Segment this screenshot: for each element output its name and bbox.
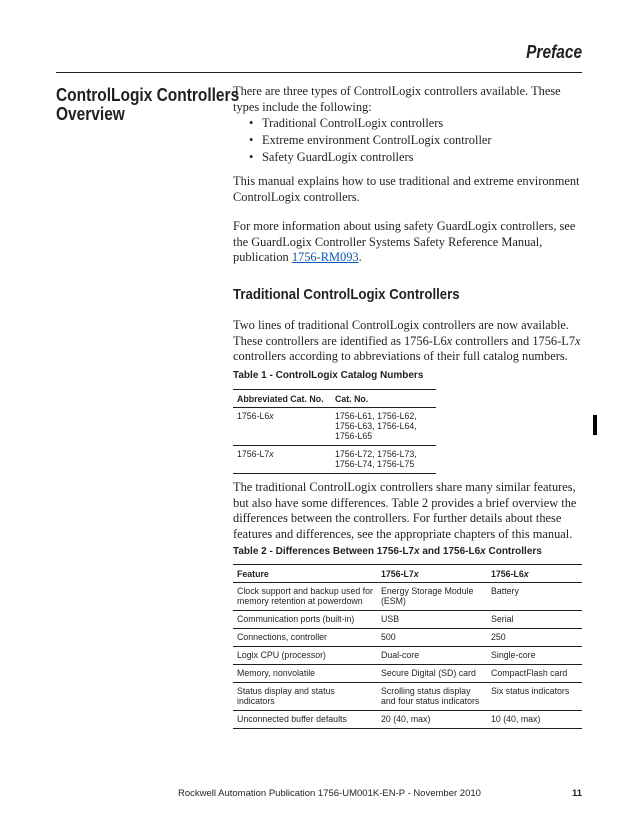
text: x — [269, 449, 274, 459]
section-heading: Traditional ControlLogix Controllers — [233, 286, 460, 303]
header-title: Preface — [526, 42, 582, 62]
page-number: 11 — [571, 788, 582, 799]
table-row — [233, 629, 582, 647]
table-cell: CompactFlash card — [487, 665, 582, 683]
differences-intro — [233, 480, 583, 542]
text: 1756-L7 — [237, 449, 270, 459]
table-row — [233, 408, 436, 446]
text: x — [413, 569, 419, 579]
text: x — [414, 546, 420, 557]
text: Two lines of traditional ControlLogix controllers are now available. These controllers are identified as 1756-L6 — [233, 318, 569, 348]
table-row — [233, 446, 436, 474]
column-header — [487, 565, 582, 583]
side-title-line1: ControlLogix Controllers — [56, 85, 240, 105]
text: x — [446, 333, 453, 348]
text: 1756-L6 — [491, 569, 524, 579]
intro-paragraph: There are three types of ControlLogix controllers available. These types include the following: — [233, 84, 561, 114]
table-cell: Memory, nonvolatile — [233, 665, 377, 683]
differences-paragraph: The traditional ControlLogix controllers share many similar features, but also have some differences. Table 2 provides a brief overview the differences between the controllers. For further details about these features and differences, see the appropriate chapters of this manual. — [233, 480, 577, 541]
table-cell: Energy Storage Module (ESM) — [377, 583, 487, 611]
guardlogix-paragraph — [233, 219, 583, 266]
text: and 1756-L6 — [419, 546, 481, 557]
text: x — [269, 411, 274, 421]
table-cell: Unconnected buffer defaults — [233, 711, 377, 729]
change-bar — [593, 415, 597, 435]
table-cell: 10 (40, max) — [487, 711, 582, 729]
table-cell: Clock support and backup used for memory retention at powerdown — [233, 583, 377, 611]
table-row — [233, 647, 582, 665]
table2-caption — [233, 546, 542, 557]
column-header: Cat. No. — [331, 390, 436, 408]
table-row — [233, 665, 582, 683]
period: . — [358, 250, 362, 264]
text: 1756-L7 — [381, 569, 414, 579]
rm093-link[interactable]: 1756-RM093 — [291, 250, 359, 264]
table-row — [233, 611, 582, 629]
list-item: • Safety GuardLogix controllers — [233, 149, 583, 166]
table-cell: Status display and status indicators — [233, 683, 377, 711]
table-cell: 500 — [377, 629, 487, 647]
text: controllers and 1756-L7 — [452, 333, 576, 348]
list-item: • Extreme environment ControlLogix controller — [233, 132, 583, 149]
table-header-row — [233, 390, 436, 408]
table-cell — [233, 446, 331, 474]
side-title — [56, 85, 240, 124]
guardlogix-text: For more information about using safety GuardLogix controllers, see the GuardLogix Controller Systems Safety Reference Manual, publication — [233, 219, 576, 264]
column-header — [377, 565, 487, 583]
table-cell: Connections, controller — [233, 629, 377, 647]
text: x — [575, 333, 581, 348]
table-row — [233, 711, 582, 729]
table-cell: Serial — [487, 611, 582, 629]
table-cell: Secure Digital (SD) card — [377, 665, 487, 683]
section-intro — [233, 318, 583, 365]
table-cell: Logix CPU (processor) — [233, 647, 377, 665]
manual-scope-paragraph: This manual explains how to use traditional and extreme environment ControlLogix controllers. — [233, 174, 580, 204]
text: Controllers — [485, 546, 542, 557]
column-header: Abbreviated Cat. No. — [233, 390, 331, 408]
intro-section — [233, 84, 583, 266]
table-cell — [233, 408, 331, 446]
footer-publication: Rockwell Automation Publication 1756-UM001K-EN-P - November 2010 — [178, 788, 481, 799]
table1-caption: Table 1 - ControlLogix Catalog Numbers — [233, 370, 424, 381]
controller-type-list — [233, 115, 583, 166]
differences-table — [233, 564, 582, 729]
table-cell: Six status indicators — [487, 683, 582, 711]
side-title-line2: Overview — [56, 104, 125, 124]
table-cell: 1756-L61, 1756-L62, 1756-L63, 1756-L64, 1756-L65 — [331, 408, 436, 446]
table-header-row — [233, 565, 582, 583]
section-paragraph — [233, 318, 583, 365]
table-cell: Battery — [487, 583, 582, 611]
table-cell: Scrolling status display and four status indicators — [377, 683, 487, 711]
text: controllers according to abbreviations of their full catalog numbers. — [233, 349, 568, 363]
text: x — [523, 569, 529, 579]
text: 1756-L6 — [237, 411, 270, 421]
table-cell: 1756-L72, 1756-L73, 1756-L74, 1756-L75 — [331, 446, 436, 474]
table-cell: 250 — [487, 629, 582, 647]
table-row — [233, 683, 582, 711]
catalog-table — [233, 389, 436, 474]
text: x — [480, 546, 486, 557]
table-cell: USB — [377, 611, 487, 629]
page-header — [56, 40, 582, 73]
table-cell: Single-core — [487, 647, 582, 665]
table-cell: Dual-core — [377, 647, 487, 665]
table-cell: 20 (40, max) — [377, 711, 487, 729]
column-header: Feature — [233, 565, 377, 583]
table-cell: Communication ports (built-in) — [233, 611, 377, 629]
text: Table 2 - Differences Between 1756-L7 — [233, 546, 414, 557]
table-row — [233, 583, 582, 611]
list-item: • Traditional ControlLogix controllers — [233, 115, 583, 132]
